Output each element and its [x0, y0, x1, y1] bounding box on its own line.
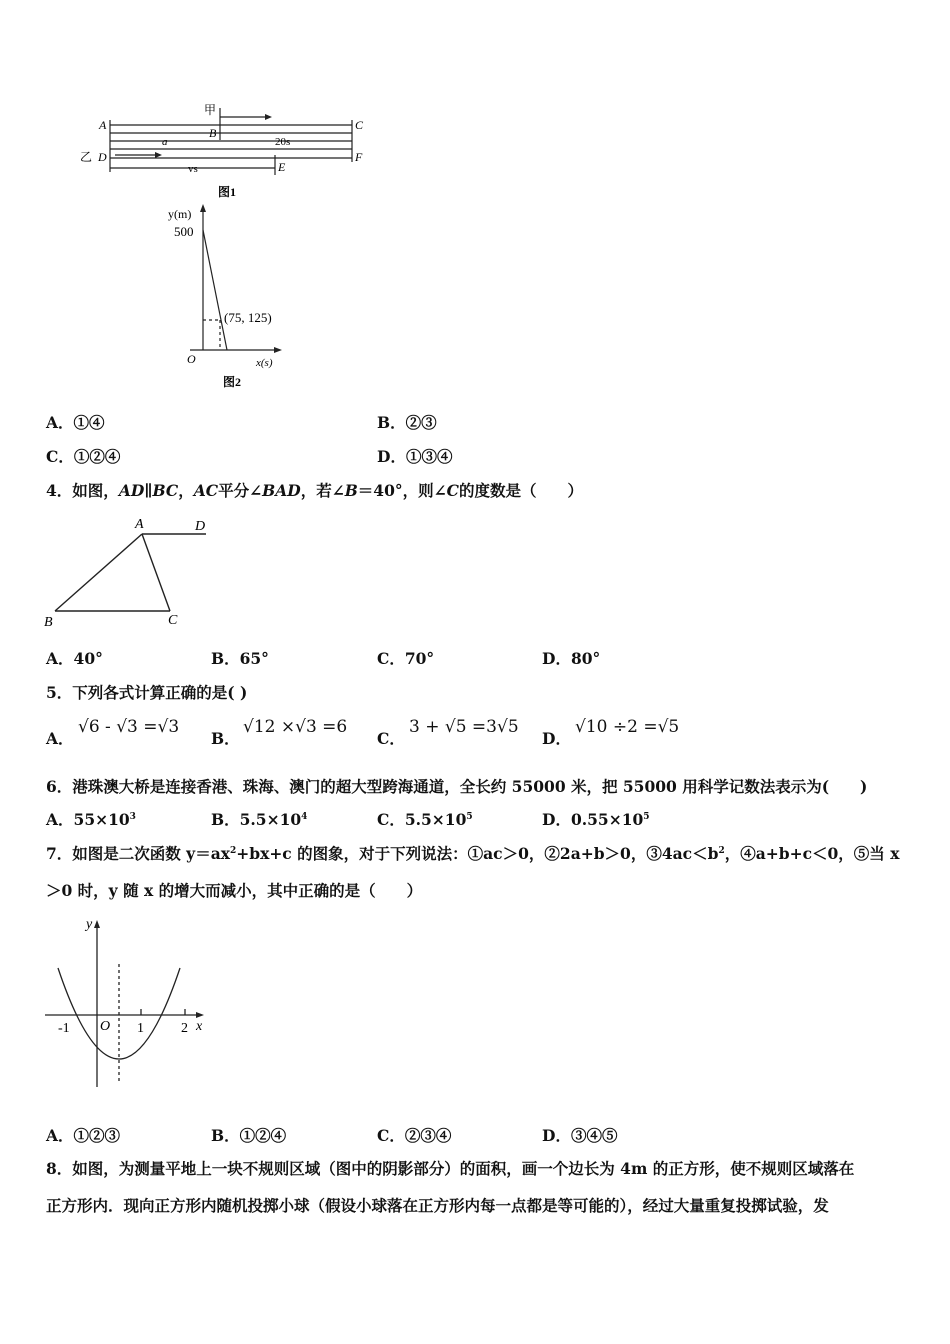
q5-option-d-math: √10 ÷2 =√5: [575, 717, 680, 737]
q7-origin-label: O: [100, 1019, 111, 1034]
q6-option-b: [211, 808, 307, 830]
figure-1: [70, 100, 390, 205]
label-E: E: [278, 160, 286, 174]
q7-option-b: [211, 1124, 286, 1146]
option-text: ③④⑤: [570, 1126, 618, 1145]
option-text: ②③④: [404, 1126, 452, 1145]
option-text: 5.5×10: [239, 810, 302, 829]
q5-option-a: [46, 727, 74, 749]
q3-option-a: [46, 411, 105, 433]
option-text: ①③④: [405, 447, 453, 466]
figure-2: [160, 200, 300, 395]
q7-tick-2: 2: [181, 1021, 188, 1036]
q4-math: B: [344, 481, 358, 500]
option-text: 70°: [404, 649, 435, 668]
label-F: F: [355, 150, 363, 164]
origin-label: O: [187, 352, 196, 366]
option-letter: A．: [46, 810, 74, 829]
option-text: ①②③: [73, 1126, 121, 1145]
q7-option-d: [542, 1124, 617, 1146]
q5-option-c: [377, 727, 405, 749]
option-text: ①②④: [239, 1126, 287, 1145]
q6-option-c: [377, 808, 473, 830]
q4-number: 4．: [46, 481, 73, 500]
label-seg-20s: 20s: [275, 136, 291, 148]
option-exponent: 4: [301, 811, 308, 822]
q5-option-b-math: √12 ×√3 =6: [243, 717, 348, 737]
q4-math: BAD: [262, 481, 301, 500]
option-letter: A．: [46, 729, 74, 748]
option-letter: D．: [542, 729, 571, 748]
option-text: ②③: [405, 413, 437, 432]
q5-option-b: [211, 727, 240, 749]
q8-stem-line2: 正方形内．现向正方形内随机投掷小球（假设小球落在正方形内每一点都是等可能的），经过大量重复投掷试验，发: [46, 1196, 829, 1215]
option-letter: C．: [377, 649, 405, 668]
label-seg-vs: vs: [188, 163, 198, 175]
option-letter: D．: [542, 1126, 571, 1145]
fig4-label-A: A: [135, 517, 144, 532]
option-text: ①④: [73, 413, 105, 432]
q6-option-d: [542, 808, 650, 830]
option-letter: C．: [46, 447, 74, 466]
q4-text: 的度数是（ ）: [458, 481, 583, 500]
q7-text: ，④a+b+c＜0，⑤当 x: [724, 844, 900, 863]
label-C: C: [355, 118, 364, 132]
point-label: (75, 125): [224, 310, 272, 325]
fig4-label-B: B: [44, 615, 53, 630]
option-letter: D．: [542, 810, 571, 829]
q4-option-b: [211, 647, 269, 669]
q7-x-label: x: [196, 1019, 203, 1034]
q6-option-a: [46, 808, 136, 830]
option-letter: C．: [377, 1126, 405, 1145]
option-letter: B．: [211, 729, 240, 748]
label-jia: 甲: [204, 103, 217, 117]
q5-option-d: [542, 727, 571, 749]
option-text: 55×10: [73, 810, 130, 829]
q5-stem: 5．下列各式计算正确的是( ): [46, 683, 248, 702]
q4-option-a: [46, 647, 103, 669]
fig4-label-C: C: [168, 613, 178, 628]
q7-option-c: [377, 1124, 451, 1146]
label-A: A: [99, 118, 107, 132]
q8-stem-line1: 8．如图，为测量平地上一块不规则区域（图中的阴影部分）的面积，画一个边长为 4m 的正方形，使不规则区域落在: [46, 1159, 855, 1178]
option-text: 65°: [239, 649, 269, 668]
option-letter: D．: [542, 649, 571, 668]
option-letter: B．: [377, 413, 406, 432]
q4-text: ＝40°，则∠: [357, 481, 447, 500]
option-text: 0.55×10: [570, 810, 644, 829]
q4-text: 平分∠: [218, 481, 263, 500]
q7-y-label: y: [86, 917, 93, 932]
q4-option-d: [542, 647, 600, 669]
option-letter: A．: [46, 649, 74, 668]
q7-parabola-figure: [40, 912, 215, 1092]
option-letter: B．: [211, 1126, 240, 1145]
label-yi: 乙: [80, 150, 93, 164]
label-seg-a: a: [162, 136, 168, 148]
option-exponent: 5: [643, 811, 650, 822]
q7-sup: 2: [229, 845, 237, 856]
q3-option-d: [377, 445, 452, 467]
q4-math: AC: [193, 481, 219, 500]
q4-text: 如图，: [72, 481, 119, 500]
option-letter: C．: [377, 810, 405, 829]
q7-stem-line2: ＞0 时，y 随 x 的增大而减小，其中正确的是（ ）: [46, 881, 423, 900]
q4-option-c: [377, 647, 434, 669]
label-B: B: [209, 126, 217, 140]
q6-stem: 6．港珠澳大桥是连接香港、珠海、澳门的超大型跨海通道，全长约 55000 米，把 55000 用科学记数法表示为( ): [46, 777, 868, 796]
q7-text: +bx+c 的图象，对于下列说法：①ac＞0，②2a+b＞0，③4ac＜b: [236, 844, 719, 863]
option-letter: B．: [211, 649, 240, 668]
q7-sup: 2: [718, 845, 725, 856]
label-D: D: [98, 150, 107, 164]
option-text: 40°: [73, 649, 103, 668]
option-letter: C．: [377, 729, 405, 748]
option-text: 5.5×10: [404, 810, 467, 829]
option-exponent: 5: [466, 811, 473, 822]
q3-option-c: [46, 445, 120, 467]
q5-option-c-math: 3 + √5 =3√5: [409, 717, 519, 737]
q4-math: AD∥BC: [118, 481, 179, 500]
option-letter: B．: [211, 810, 240, 829]
q7-tick-1: 1: [137, 1021, 144, 1036]
figure-1-caption: 图1: [218, 185, 237, 199]
option-text: ①②④: [73, 447, 121, 466]
option-letter: D．: [377, 447, 406, 466]
q3-option-b: [377, 411, 437, 433]
q4-text: ，: [178, 481, 194, 500]
y-value-label: 500: [174, 224, 194, 239]
option-text: 80°: [570, 649, 601, 668]
figure-2-caption: 图2: [223, 375, 242, 389]
q4-stem: [46, 479, 583, 501]
option-exponent: 3: [129, 811, 136, 822]
q5-option-a-math: √6 - √3 =√3: [78, 717, 180, 737]
q7-text: 7．如图是二次函数 y＝ax: [46, 844, 230, 863]
x-axis-label: x(s): [256, 357, 273, 369]
q7-tick-neg1: -1: [58, 1021, 70, 1036]
fig4-label-D: D: [195, 519, 206, 534]
q7-stem-line1: [46, 842, 899, 864]
q4-math: C: [446, 481, 459, 500]
q4-figure: [40, 512, 220, 632]
option-letter: A．: [46, 1126, 74, 1145]
y-axis-label: y(m): [168, 207, 192, 221]
q4-text: ，若∠: [300, 481, 345, 500]
option-letter: A．: [46, 413, 74, 432]
q7-option-a: [46, 1124, 120, 1146]
